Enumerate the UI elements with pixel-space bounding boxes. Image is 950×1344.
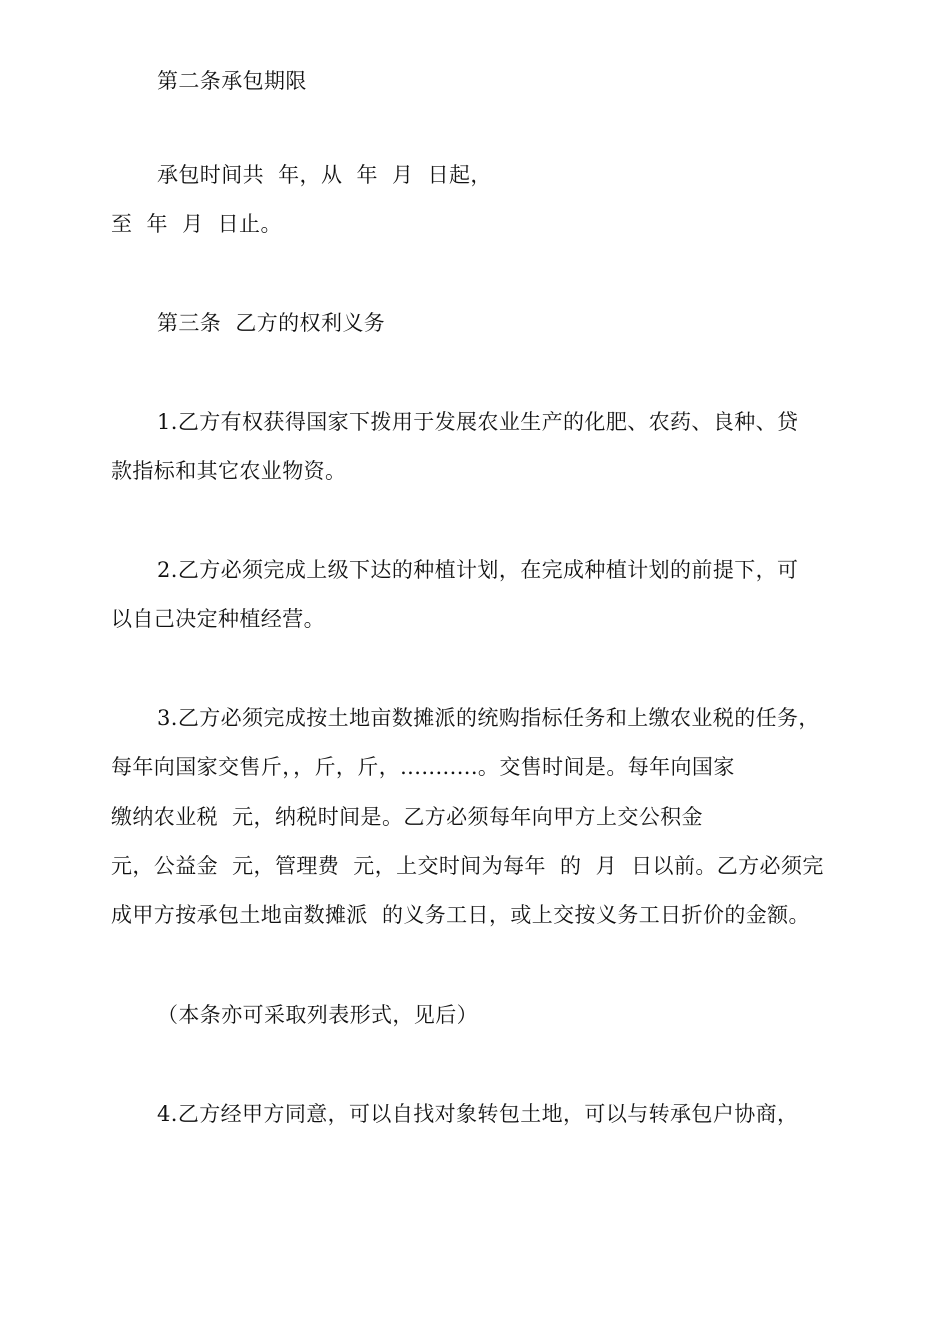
item1-line1: 1.乙方有权获得国家下拨用于发展农业生产的化肥、农药、良种、贷 bbox=[157, 410, 799, 434]
section2-heading: 第二条承包期限 bbox=[157, 69, 307, 93]
item2-line2: 以自己决定种植经营。 bbox=[111, 607, 325, 631]
item3-line3: 缴纳农业税 元，纳税时间是。乙方必须每年向甲方上交公积金 bbox=[111, 805, 703, 829]
note-line: （本条亦可采取列表形式，见后） bbox=[157, 1003, 478, 1027]
item3-line5: 成甲方按承包土地亩数摊派 的义务工日，或上交按义务工日折价的金额。 bbox=[111, 903, 810, 927]
item4-line1: 4.乙方经甲方同意，可以自找对象转包土地，可以与转承包户协商， bbox=[157, 1102, 799, 1126]
item3-line1: 3.乙方必须完成按土地亩数摊派的统购指标任务和上缴农业税的任务， bbox=[157, 706, 820, 730]
item2-line1: 2.乙方必须完成上级下达的种植计划，在完成种植计划的前提下，可 bbox=[157, 558, 799, 582]
section2-term-line2: 至 年 月 日止。 bbox=[111, 212, 282, 236]
section3-heading: 第三条 乙方的权利义务 bbox=[157, 311, 386, 335]
item3-line2: 每年向国家交售斤，，斤，斤，...........。交售时间是。每年向国家 bbox=[111, 755, 735, 779]
item1-line2: 款指标和其它农业物资。 bbox=[111, 459, 347, 483]
section2-term-line1: 承包时间共 年，从 年 月 日起， bbox=[157, 163, 492, 187]
item3-line4: 元，公益金 元，管理费 元，上交时间为每年 的 月 日以前。乙方必须完 bbox=[111, 854, 824, 878]
